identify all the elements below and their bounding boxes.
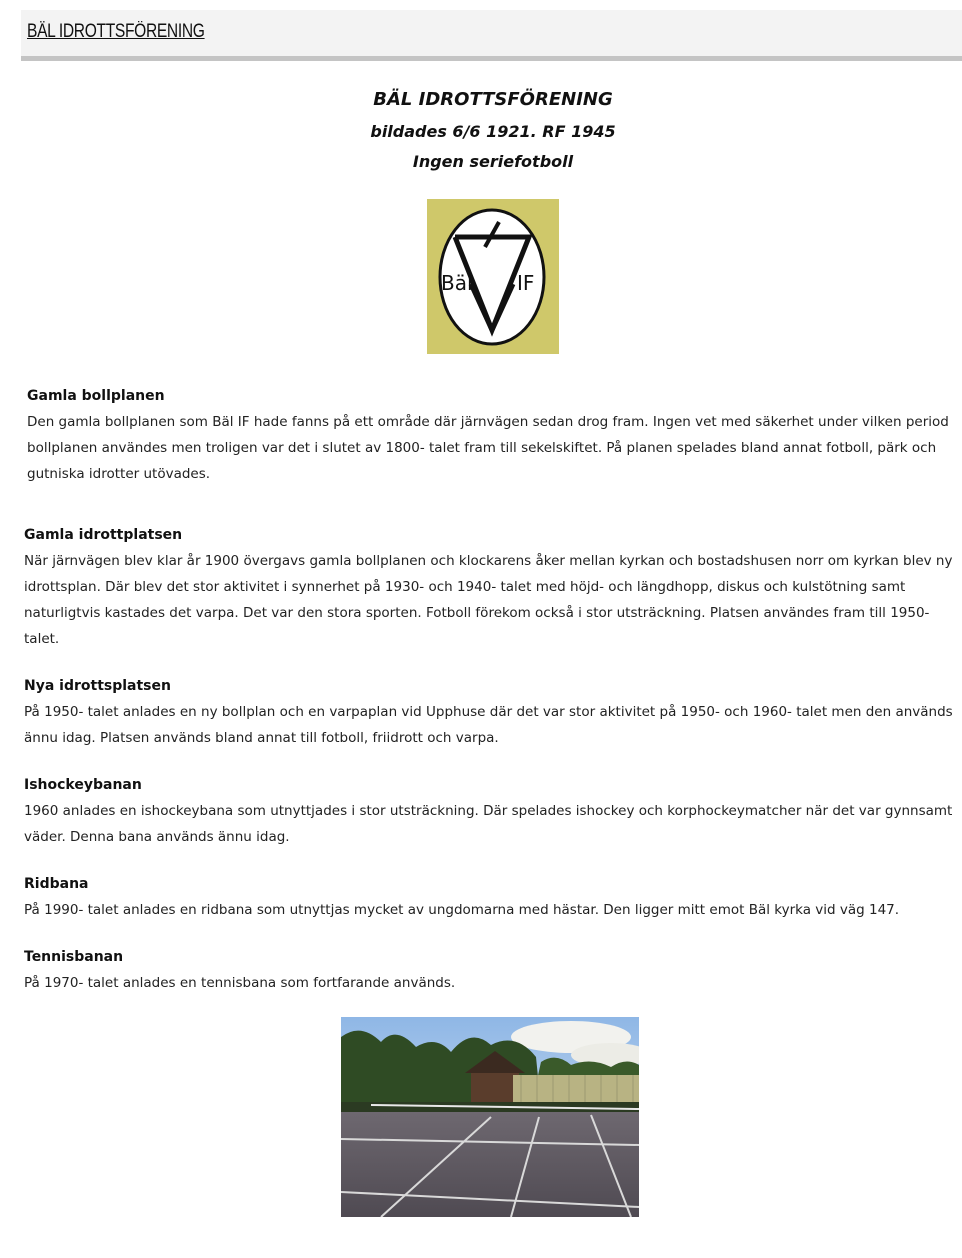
section-heading: Tennisbanan (24, 949, 124, 965)
section-gamla-bollplanen (27, 383, 952, 487)
logo-text-left: Bäl (441, 271, 473, 295)
section-text: När järnvägen blev klar år 1900 övergavs gamla bollplanen och klockarens åker mellan kyrkan och bostadshusen norr om kyrkan blev ny idrottsplan. Där blev det stor aktivitet i synnerhet på 1930- och 1940- talet med höjd- och längdhopp, diskus och kulstötning samt naturligtvis kastades det varpa. Det var den stora sporten. Fotboll förekom också i stor utsträckning. Platsen användes fram till 1950- talet. (24, 553, 953, 647)
section-heading: Ishockeybanan (24, 777, 142, 793)
section-nya-idrottsplatsen (24, 673, 954, 751)
club-logo-emblem (427, 199, 559, 354)
logo-text-right: IF (517, 271, 535, 295)
section-tennisbanan (24, 944, 954, 996)
section-heading: Ridbana (24, 876, 89, 892)
page-header (21, 10, 962, 61)
section-ishockeybanan (24, 772, 954, 850)
section-text: På 1950- talet anlades en ny bollplan och en varpaplan vid Upphuse där det var stor aktivitet på 1950- och 1960- talet men den används ännu idag. Platsen används bland annat till fotboll, friidrott och varpa. (24, 704, 953, 746)
section-ridbana (24, 871, 954, 923)
section-heading: Nya idrottsplatsen (24, 678, 171, 694)
section-gamla-idrottplatsen (24, 522, 954, 652)
section-heading: Gamla idrottplatsen (24, 527, 183, 543)
page-title: BÄL IDROTTSFÖRENING (373, 89, 613, 110)
section-heading: Gamla bollplanen (27, 388, 165, 404)
league-note: Ingen seriefotboll (412, 152, 574, 171)
section-text: 1960 anlades en ishockeybana som utnyttjades i stor utsträckning. Där spelades ishockey och korphockeymatcher när det var gynnsamt väder. Denna bana används ännu idag. (24, 803, 953, 845)
section-text: På 1970- talet anlades en tennisbana som fortfarande används. (24, 975, 456, 991)
club-logo (427, 199, 559, 354)
section-text: På 1990- talet anlades en ridbana som utnyttjas mycket av ungdomarna med hästar. Den ligger mitt emot Bäl kyrka vid väg 147. (24, 902, 900, 918)
header-title-link[interactable]: BÄL IDROTTSFÖRENING (27, 21, 205, 42)
founded-subtitle: bildades 6/6 1921. RF 1945 (370, 122, 616, 141)
tennis-court-photo (341, 1017, 639, 1217)
section-text: Den gamla bollplanen som Bäl IF hade fanns på ett område där järnvägen sedan drog fram. Ingen vet med säkerhet under vilken period bollplanen användes men troligen var det i slutet av 1800- talet fram till sekelskiftet. På planen spelades bland annat fotboll, pärk och gutniska idrotter utövades. (27, 414, 949, 482)
